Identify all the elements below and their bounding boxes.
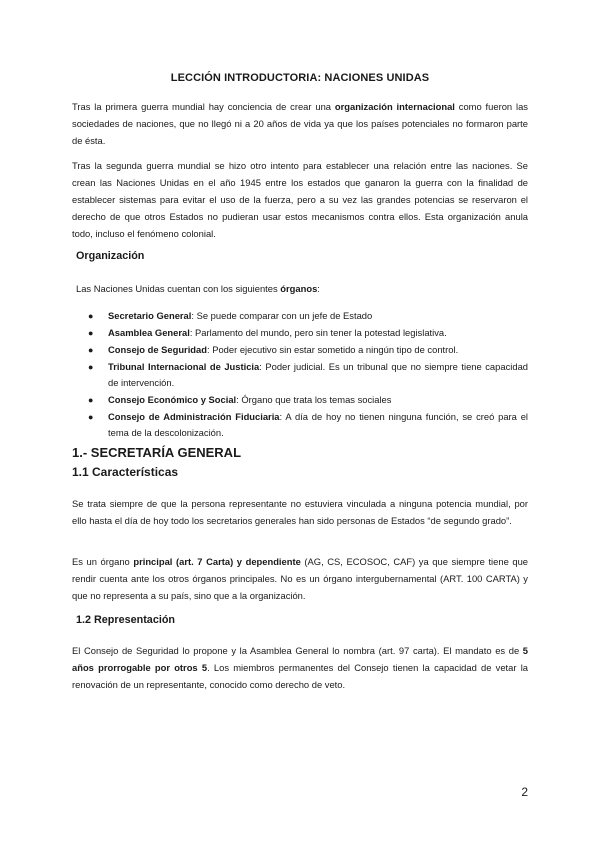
organo-desc: : Órgano que trata los temas sociales [236, 394, 392, 405]
organizacion-heading: Organización [76, 250, 145, 262]
organos-intro [76, 280, 532, 297]
sec11-p2-text-a: Es un órgano [72, 556, 134, 567]
list-item [88, 392, 528, 408]
organo-desc: : Poder judicial. Es un tribunal que no siempre tiene capacidad de intervención. [108, 361, 528, 388]
list-item [88, 342, 528, 358]
intro-p1-bold: organización internacional [334, 101, 455, 112]
section-1-2-heading: 1.2 Representación [76, 614, 176, 626]
list-item [88, 359, 528, 391]
section-1-heading: 1.- SECRETARÍA GENERAL [72, 445, 242, 460]
bullet: ● [88, 328, 94, 338]
section-1-1-paragraph-2 [72, 553, 528, 604]
page-title: LECCIÓN INTRODUCTORIA: NACIONES UNIDAS [170, 72, 430, 84]
organo-desc: : Poder ejecutivo sin estar sometido a ningún tipo de control. [206, 344, 459, 355]
list-item [88, 325, 528, 341]
sec11-p2-text-c: (AG, CS, ECOSOC, CAF) ya que siempre tiene que rendir cuenta ante los otros órganos principales. No es un órgano intergubernamental (ART. 100 CARTA) y que no representa a su país, sino que a la organización. [72, 556, 529, 601]
organo-desc: : A día de hoy no tienen ninguna función, se creó para el tema de la descolonización. [108, 411, 528, 438]
list-item [88, 409, 528, 441]
bullet: ● [88, 412, 94, 422]
organo-name: Tribunal Internacional de Justicia [108, 361, 260, 372]
sec12-p1-text-c: . Los miembros permanentes del Consejo tienen la capacidad de vetar la renovación de un representante, conocido como derecho de veto. [72, 662, 528, 690]
page-number: 2 [521, 785, 528, 799]
organos-intro-text-c: : [317, 283, 320, 294]
organo-name: Consejo de Seguridad [108, 344, 207, 355]
intro-p1-text-c: como fueron las sociedades de naciones, que no llegó ni a 20 años de vida ya que los países potenciales no formaron parte de ésta. [72, 101, 528, 146]
bullet: ● [88, 311, 94, 321]
list-item [88, 308, 528, 324]
sec12-p1-bold: 5 años prorrogable por otros 5 [72, 645, 528, 673]
intro-paragraph-2: Tras la segunda guerra mundial se hizo otro intento para establecer una relación entre las naciones. Se crean las Naciones Unidas en el año 1945 entre los estados que ganaron la guerra con la finalidad de establecer sistemas para evitar el uso de la fuerza, pero a su vez las grandes potencias se reservaron el derecho de que otros Estados no pudieran usar estos mecanismos contra ellos. Esta organización anula todo, incluso el fenómeno colonial. [72, 160, 528, 239]
bullet: ● [88, 362, 94, 372]
intro-p1-text-a: Tras la primera guerra mundial hay conciencia de crear una [72, 101, 335, 112]
bullet: ● [88, 395, 94, 405]
section-1-2-paragraph-1 [72, 642, 528, 693]
organo-desc: : Se puede comparar con un jefe de Estado [191, 310, 373, 321]
organo-name: Secretario General [108, 310, 192, 321]
organo-name: Consejo de Administración Fiduciaria [108, 411, 280, 422]
organo-desc: : Parlamento del mundo, pero sin tener la potestad legislativa. [189, 327, 447, 338]
organos-intro-text-a: Las Naciones Unidas cuentan con los siguientes [76, 283, 281, 294]
sec12-p1-text-a: El Consejo de Seguridad lo propone y la Asamblea General lo nombra (art. 97 carta). El mandato es de [72, 645, 523, 656]
organos-list [88, 308, 528, 442]
section-1-1-paragraph-1: Se trata siempre de que la persona representante no estuviera vinculada a ninguna potencia mundial, por ello hasta el día de hoy todo los secretarios generales han sido personas de Estados “de segundo grado”. [72, 498, 528, 526]
sec11-p2-bold: principal (art. 7 Carta) y dependiente [133, 556, 301, 567]
organo-name: Consejo Económico y Social [108, 394, 237, 405]
organos-intro-bold: órganos [280, 283, 318, 294]
intro-paragraph-1 [72, 98, 528, 149]
section-1-1-heading: 1.1 Características [72, 465, 179, 479]
bullet: ● [88, 345, 94, 355]
organo-name: Asamblea General [108, 327, 190, 338]
